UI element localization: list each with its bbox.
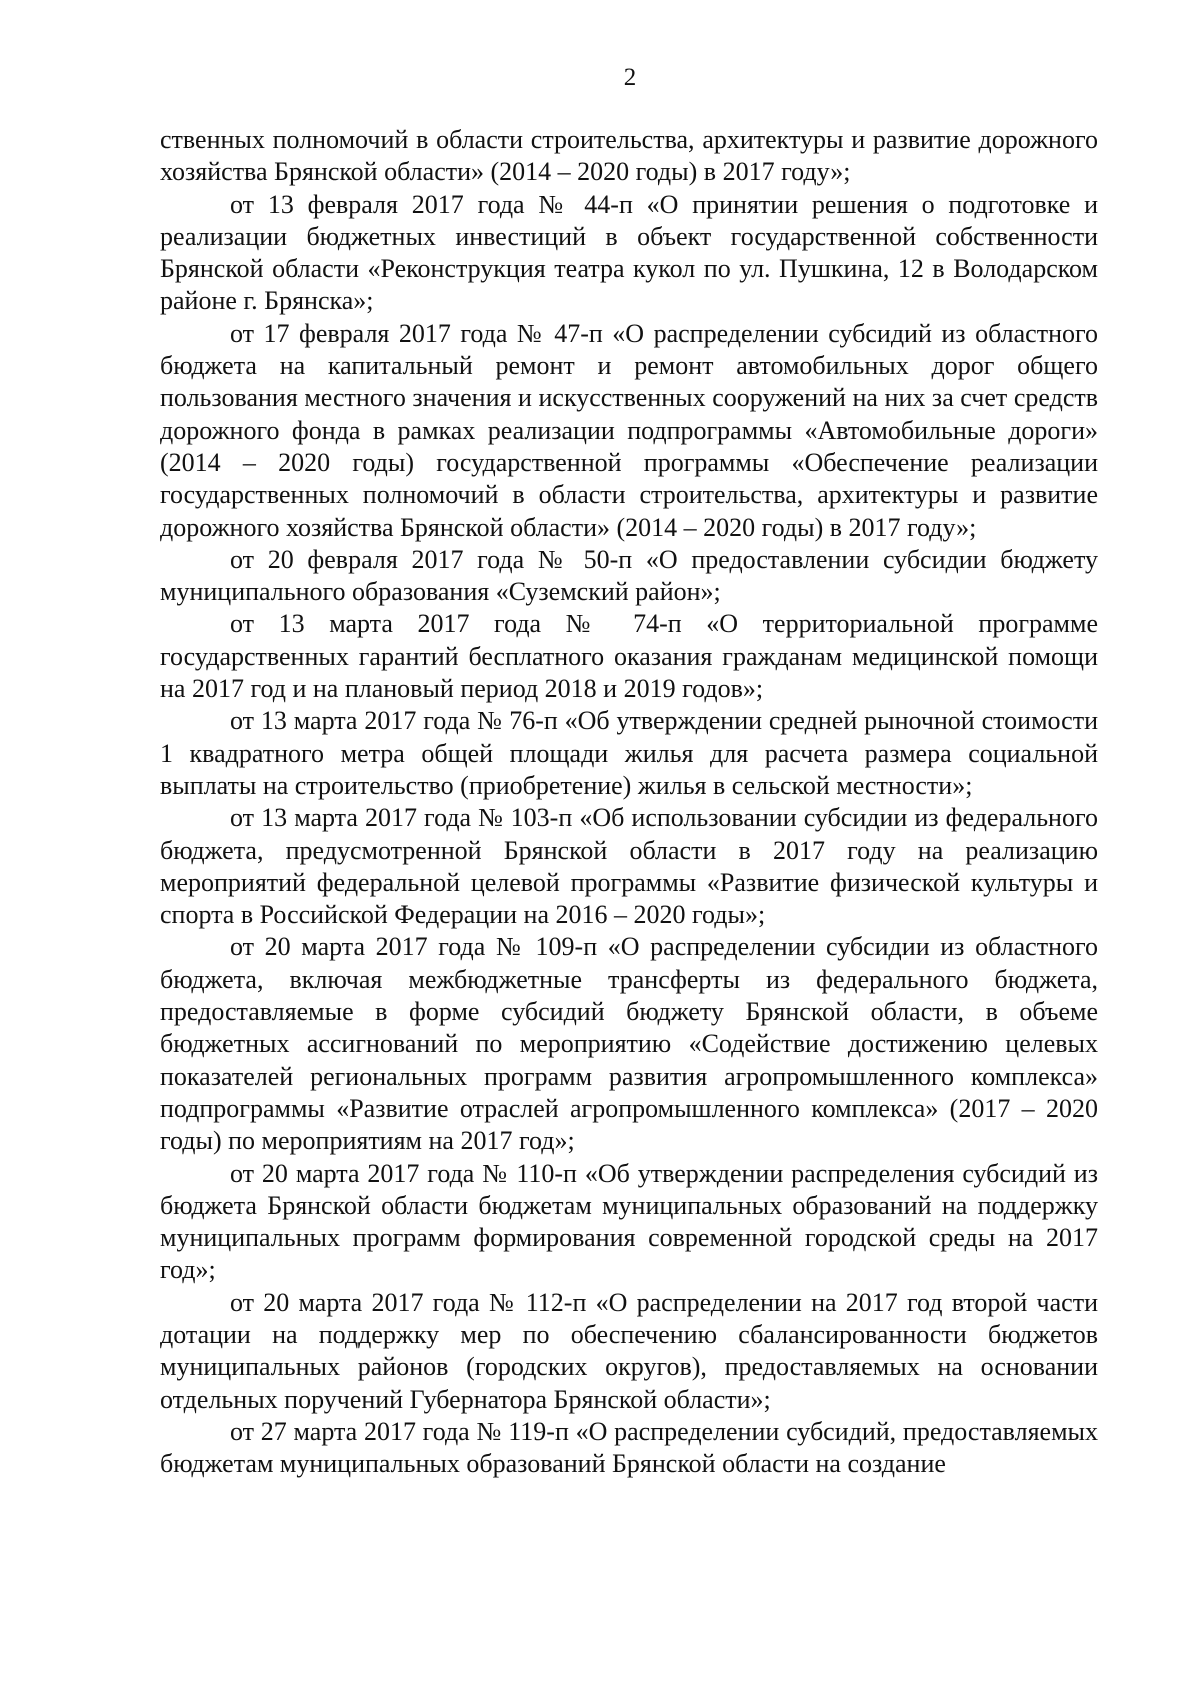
paragraph: от 20 марта 2017 года № 110-п «Об утверждении распределения субсидий из бюджета Брянской области бюджетам муниципальных образований на поддержку муниципальных программ формирования современной городской среды на 2017 год»;: [160, 1158, 1098, 1285]
document-body: [160, 124, 1098, 1480]
paragraph: от 13 марта 2017 года № 76-п «Об утверждении средней рыночной стоимости 1 квадратного метра общей площади жилья для расчета размера социальной выплаты на строительство (приобретение) жилья в сельской местности»;: [160, 706, 1098, 800]
paragraph: от 20 февраля 2017 года № 50-п «О предоставлении субсидии бюджету муниципального образования «Суземский район»;: [160, 544, 1098, 607]
paragraph-continuation: ственных полномочий в области строительства, архитектуры и развитие дорожного хозяйства Брянской области» (2014 – 2020 годы) в 2017 году»;: [160, 125, 1098, 187]
paragraph: от 20 марта 2017 года № 109-п «О распределении субсидии из областного бюджета, включая межбюджетные трансферты из федерального бюджета, предоставляемые в форме субсидий бюджету Брянской области, в объеме бюджетных ассигнований по мероприятию «Содействие достижению целевых показателей региональных программ развития агропромышленного комплекса» подпрограммы «Развитие отраслей агропромышленного комплекса» (2017 – 2020 годы) по мероприятиям на 2017 год»;: [160, 932, 1098, 1156]
paragraph: от 13 февраля 2017 года № 44-п «О принятии решения о подготовке и реализации бюджетных инвестиций в объект государственной собственности Брянской области «Реконструкция театра кукол по ул. Пушкина, 12 в Володарском районе г. Брянска»;: [160, 189, 1098, 316]
paragraph: от 17 февраля 2017 года № 47-п «О распределении субсидий из областного бюджета на капитальный ремонт и ремонт автомобильных дорог общего пользования местного значения и искусственных сооружений на них за счет средств дорожного фонда в рамках реализации подпрограммы «Автомобильные дороги» (2014 – 2020 годы) государственной программы «Обеспечение реализации государственных полномочий в области строительства, архитектуры и развитие дорожного хозяйства Брянской области» (2014 – 2020 годы) в 2017 году»;: [160, 318, 1098, 542]
paragraph: от 20 марта 2017 года № 112-п «О распределении на 2017 год второй части дотации на поддержку мер по обеспечению сбалансированности бюджетов муниципальных районов (городских округов), предоставляемых на основании отдельных поручений Губернатора Брянской области»;: [160, 1287, 1098, 1414]
page-number: 2: [623, 64, 637, 91]
paragraph: от 13 марта 2017 года № 103-п «Об использовании субсидии из федерального бюджета, предусмотренной Брянской области в 2017 году на реализацию мероприятий федеральной целевой программы «Развитие физической культуры и спорта в Российской Федерации на 2016 – 2020 годы»;: [160, 803, 1098, 930]
paragraph: от 13 марта 2017 года № 74-п «О территориальной программе государственных гарантий бесплатного оказания гражданам медицинской помощи на 2017 год и на плановый период 2018 и 2019 годов»;: [160, 609, 1098, 704]
paragraph: от 27 марта 2017 года № 119-п «О распределении субсидий, предоставляемых бюджетам муниципальных образований Брянской области на создание: [160, 1416, 1098, 1479]
